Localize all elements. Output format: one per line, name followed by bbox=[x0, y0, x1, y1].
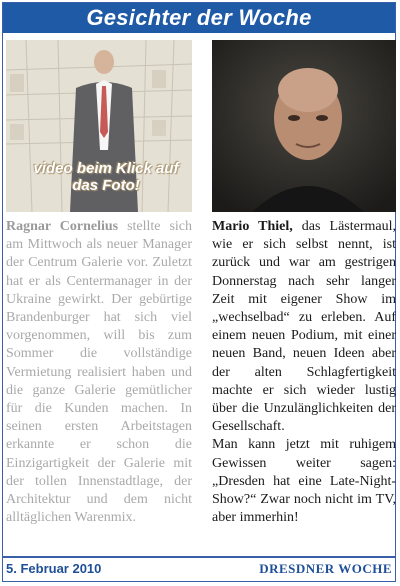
footer-divider bbox=[3, 556, 395, 558]
article-left bbox=[6, 218, 192, 527]
video-link-text[interactable]: video beim Klick auf das Foto! bbox=[33, 160, 179, 194]
portrait-image bbox=[212, 40, 396, 212]
article-left-paragraph bbox=[6, 218, 192, 527]
publication-logo: DRESDNER WOCHE bbox=[259, 561, 392, 576]
issue-date: 5. Februar 2010 bbox=[6, 561, 102, 576]
portrait-photo bbox=[212, 40, 396, 212]
article-right-paragraph-2: Man kann jetzt mit ruhigem Gewissen weiter sagen: „Dresden hat eine Late-Night-Show?“ Zwar noch nicht im TV, aber immerhin! bbox=[212, 437, 396, 526]
video-photo-link[interactable] bbox=[6, 40, 192, 212]
page-title: Gesichter der Woche bbox=[3, 3, 395, 33]
article-right-text: das Lästermaul, wie er sich selbst nennt, ist zurück und war am gestrigen Donnerstag nach sehr langer Zeit mit eigener Show im „wechselbad“ zu erleben. Auf einem neuen Podium, mit einer neuen Band, neuen Ideen aber der alten Schlagfertigkeit machte er sich wieder lustig über die Unzulänglichkeiten der Gesellschaft. bbox=[212, 219, 396, 435]
person-name-left: Ragnar Cornelius bbox=[6, 219, 119, 234]
article-right-paragraph bbox=[212, 218, 396, 436]
article-right bbox=[212, 218, 396, 527]
article-left-text: stellte sich am Mittwoch als neuer Manager der Centrum Galerie vor. Zuletzt hat er als Centermanager in der Ukraine gewirkt. Der gebürtige Brandenburger hat sich viel vorgenommen, will bis zum Sommer die vollständige Vermietung realisiert haben und die ganze Galerie gemütlicher für die Kunden machen. In seinen ersten Arbeitstagen erkannte er schon die Einzigartigkeit der Galerie mit der tollen Innenstadtlage, der Architektur und dem nicht alltäglichen Warenmix. bbox=[6, 219, 192, 526]
person-name-right: Mario Thiel, bbox=[212, 219, 293, 234]
